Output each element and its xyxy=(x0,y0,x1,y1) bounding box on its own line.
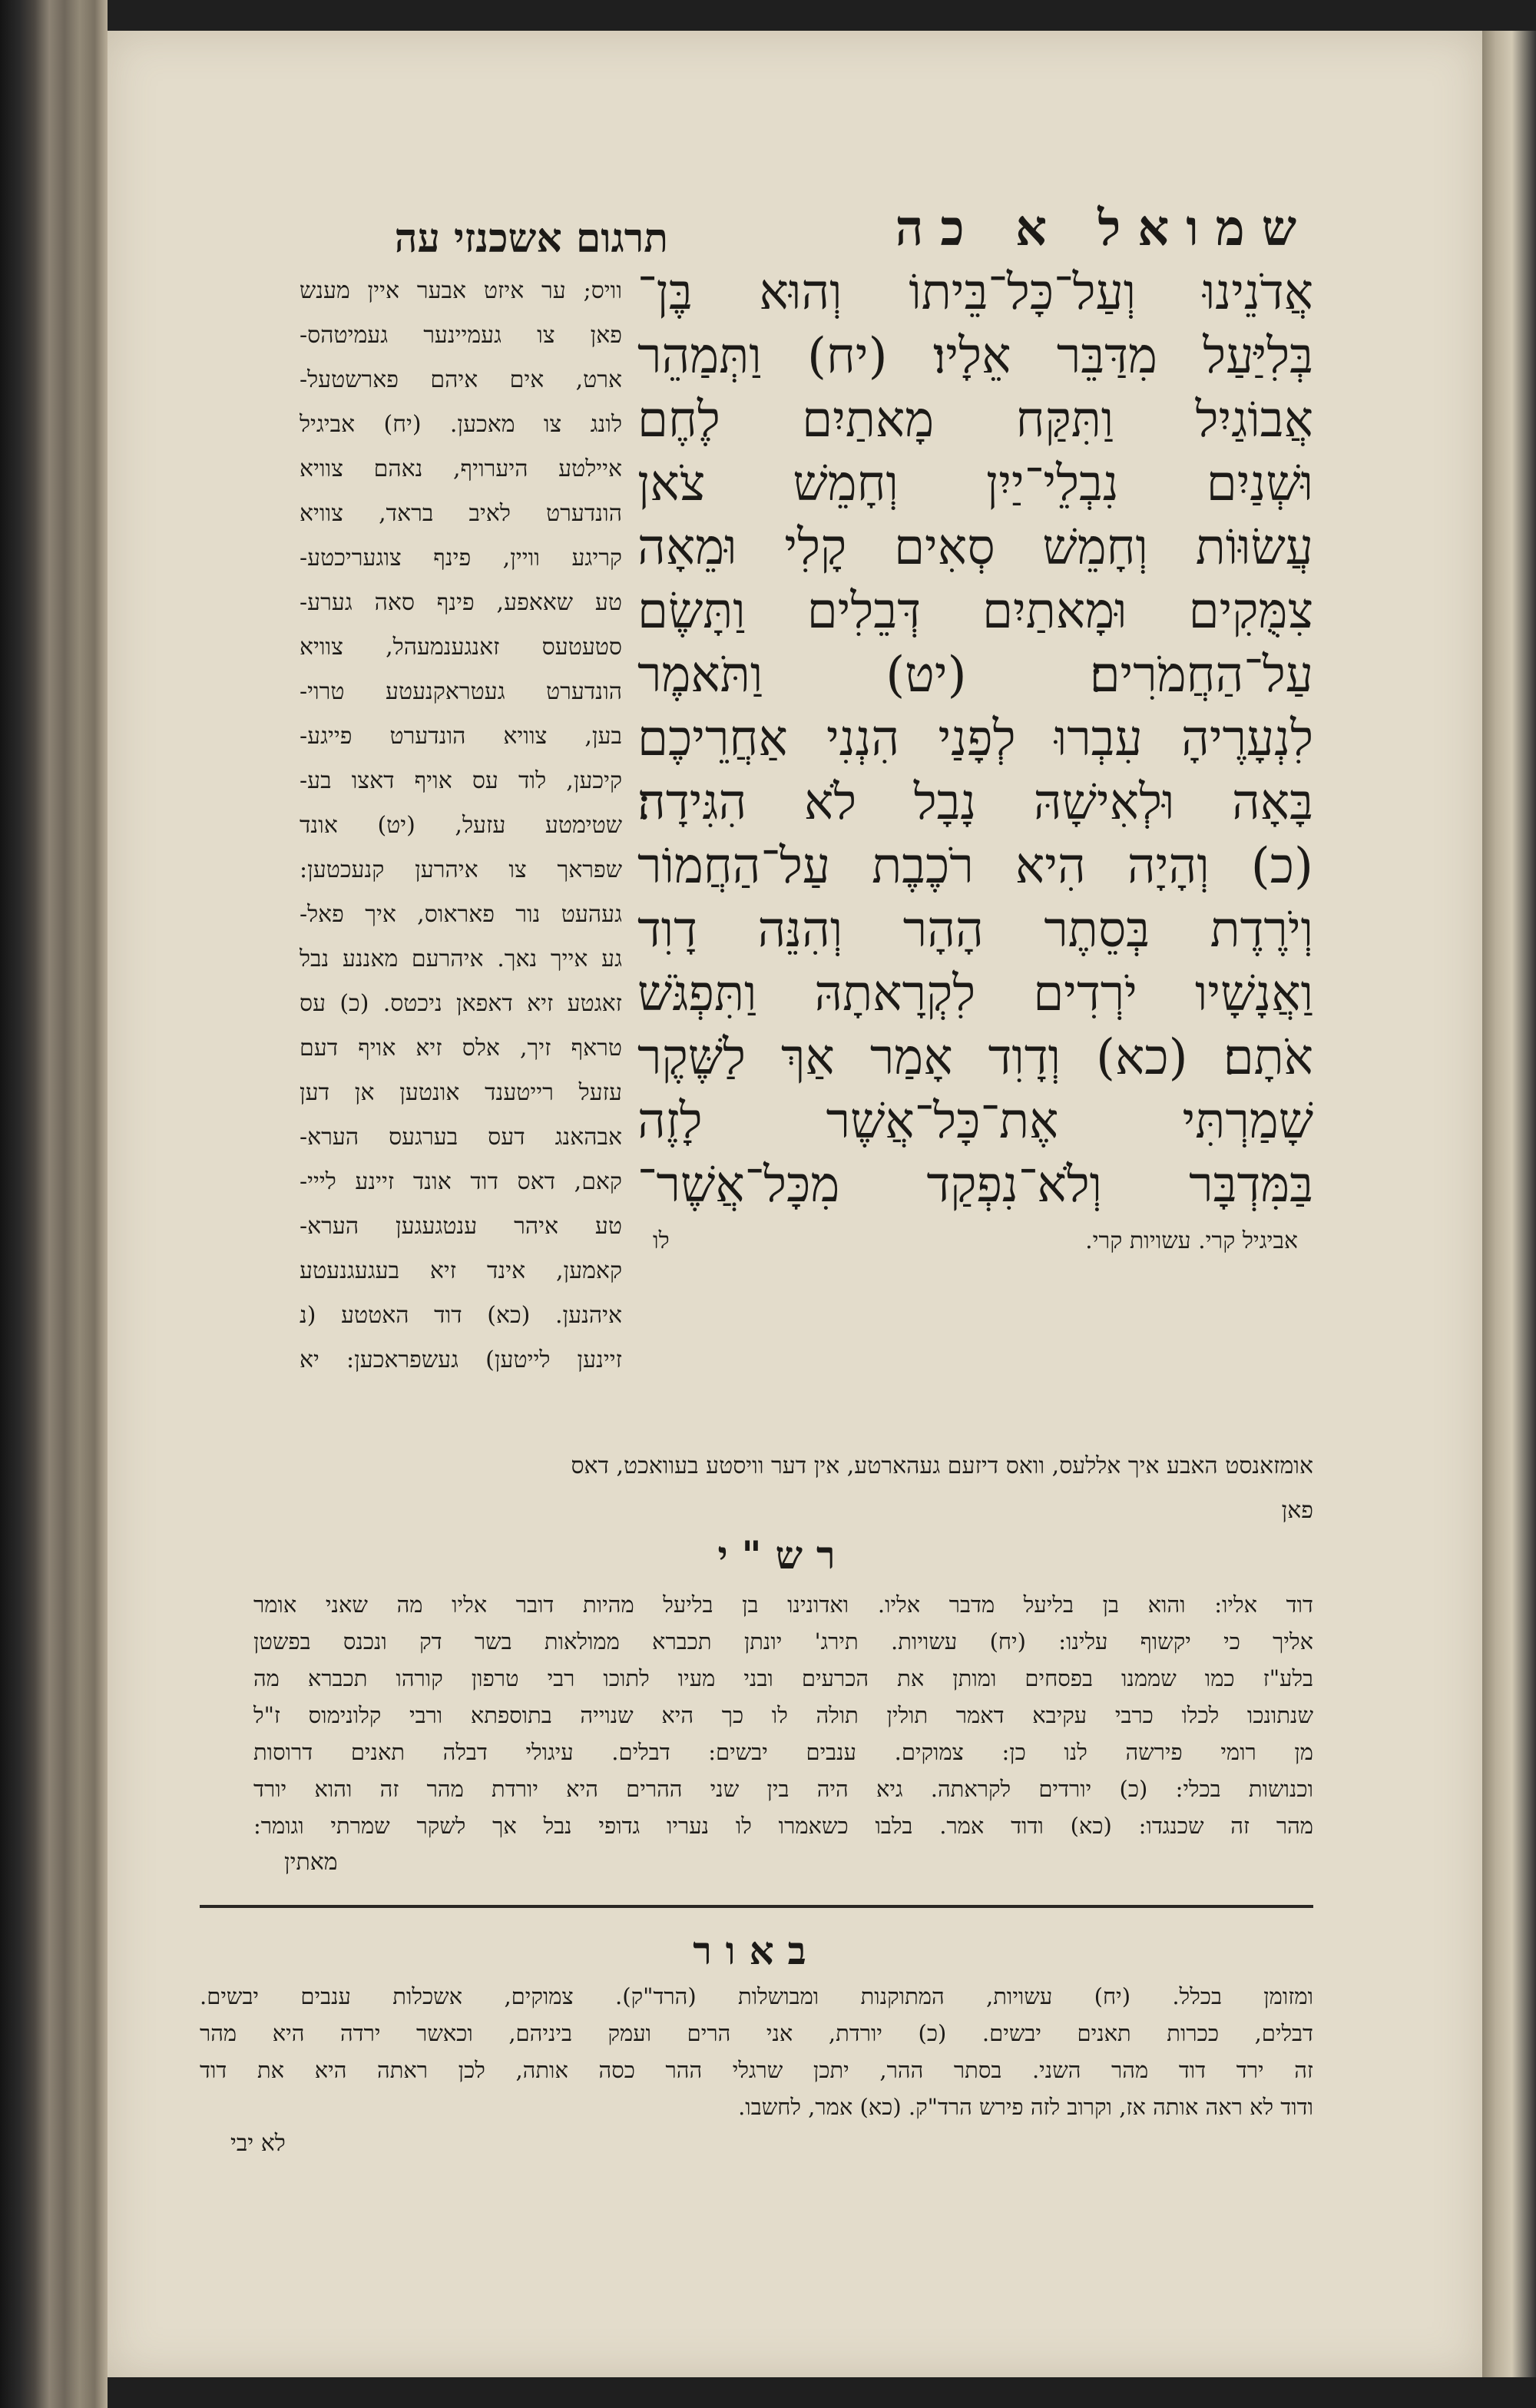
main-text-line: אֲבוֹגַיִל וַתִּקַּח מָאתַיִם לֶחֶם xyxy=(637,392,1313,449)
targum-line: איילטע היערויף, נאהם צוויא xyxy=(300,455,622,482)
targum-line: קאמען, אינד זיא בעגעגנעטע xyxy=(300,1257,622,1284)
main-text-line: צִמֻּקִים וּמָאתַיִם דְּבֵלִים וַתָּשֶׂם xyxy=(637,583,1313,640)
targum-line: טע שאאפע, פינף סאה גערע- xyxy=(300,589,622,616)
main-text-line: עַל־הַחֲמֹרִים׃ (יט) וַתֹּאמֶר xyxy=(637,647,1313,704)
targum-line: זיינען לייטען) געשפראכען: יא xyxy=(300,1346,622,1373)
targum-line: הונדערט געטראקנעטע טרוי- xyxy=(300,678,622,705)
targum-line: פאן צו געמיינער געמיטהס- xyxy=(300,322,622,349)
book-page-edge xyxy=(0,0,108,2408)
main-text-line: אֹתָם׃ (כא) וְדָוִד אָמַר אַךְ לַשֶּׁקֶר xyxy=(637,1029,1313,1086)
targum-line: טע איהר ענטגעגען הערא- xyxy=(300,1213,622,1240)
kri-note xyxy=(637,1222,1313,1260)
targum-line: הונדערט לאיב בראד, צוויא xyxy=(300,500,622,527)
targum-column xyxy=(300,269,622,1383)
targum-line: טראף זיך, אלס זיא אויף דעם xyxy=(300,1035,622,1062)
targum-line: בען, צוויא הונדערט פייגע- xyxy=(300,723,622,750)
main-text-line: לִנְעָרֶיהָ עִבְרוּ לְפָנַי הִנְנִי אַחֲרֵיכֶם xyxy=(637,710,1313,767)
main-text-line: וַאֲנָשָׁיו יֹרְדִים לִקְרָאתָהּ וַתִּפְגֹּשׁ xyxy=(637,966,1313,1022)
running-head-book: שמואל א כה xyxy=(895,200,1313,257)
rashi-line: אליך כי יקשוף עלינו: (יח) עשויות. תירג' יונתן תכברא ממולאות בשר דק ונכנס בפשטן xyxy=(253,1628,1313,1654)
rashi-line: בלע"ז כמו שממנו בפסחים ומותן את הכרעים ובני מעיו לתוכו רבי טרפון קורהו תכברא מה xyxy=(253,1665,1313,1691)
main-text-line: בְּלִיַּעַל מִדַּבֵּר אֵלָיו׃ (יח) וַתְּמַהֵר xyxy=(637,328,1313,385)
rashi-heading: רש"י xyxy=(717,1532,849,1578)
targum-line: קאם, דאס דוד אונד זיינע לייי- xyxy=(300,1168,622,1195)
biur-line: ומזומן בכלל. (יח) עשויות, המתוקנות ומבושלות (הרד"ק). צמוקים, אשכלות ענבים יבשים. xyxy=(200,1983,1313,2009)
targum-line: גע אייך נאך. איהרעם מאננע נבל xyxy=(300,946,622,972)
running-head-targum: תרגום אשכנזי עה xyxy=(394,215,668,262)
targum-line: וויס; ער איזט אבער איין מענש xyxy=(300,277,622,304)
rashi-line: מהר זה שכנגדו: (כא) ודוד אמר. בלבו כשאמרו לו נעריו גדופי נבל אך לשקר שמרתי וגומר: xyxy=(253,1813,1313,1839)
targum-line: זאגטע זיא דאפאן ניכטס. (כ) עס xyxy=(300,990,622,1017)
rashi-line: מן רומי פירשה לנו כן: צמוקים. ענבים יבשים: דבלים. עיגולי דבלה תאנים דרוסות xyxy=(253,1739,1313,1765)
book-page xyxy=(108,31,1482,2377)
biur-heading: באור xyxy=(693,1928,820,1973)
main-text-line: וְיֹרֶדֶת בְּסֵתֶר הָהָר וְהִנֵּה דָוִד xyxy=(637,902,1313,959)
targum-wide-line: פאן xyxy=(1281,1497,1313,1524)
rashi-line: שנתונכו לכלו כרבי עקיבא דאמר תולין תולה לו כך היא שנוייה בתוספתא ורבי קלונימוס ז"ל xyxy=(253,1702,1313,1728)
main-text-line: וּשְׁנַיִם נִבְלֵי־יַיִן וְחָמֵשׁ צֹאן xyxy=(637,455,1313,512)
rashi-commentary xyxy=(253,1586,1313,1881)
biur-line: דבלים, ככרות תאנים יבשים. (כ) יורדת, אני הרים ועמק ביניהם, וכאשר ירדה היא מהר xyxy=(200,2020,1313,2046)
kri-note-text: אביגיל קרי. עשויות קרי. xyxy=(1085,1227,1298,1254)
main-text-line: אֲדֹנֵינוּ וְעַל־כָּל־בֵּיתוֹ וְהוּא בֶּן־ xyxy=(637,264,1313,321)
biur-line: זה ירד דוד מהר השני. בסתר ההר, יתכן שרגלי ההר כסה אותה, לכן ראתה היא את דוד xyxy=(200,2057,1313,2083)
targum-line: קריגע וויין, פינף צוגעריכטע- xyxy=(300,545,622,571)
next-page-edge xyxy=(1482,31,1536,2377)
section-divider xyxy=(200,1905,1313,1908)
main-text-line: (כ) וְהָיָה הִיא רֹכֶבֶת עַל־הַחֲמוֹר xyxy=(637,838,1313,895)
rashi-line: דוד אליו: והוא בן בליעל מדבר אליו. ואדונינו בן בליעל מהיות דובר אליו מה שאני אומר xyxy=(253,1592,1313,1618)
targum-wide-line: אומזאנסט האבע איך אללעס, וואס דיזעם געהארטע, אין דער וויסטע בעוואכט, דאס xyxy=(571,1452,1313,1479)
main-text-line: בַּמִּדְבָּר וְלֹא־נִפְקַד מִכָּל־אֲשֶׁר־ xyxy=(637,1157,1313,1214)
rashi-catchword: מאתין xyxy=(284,1849,338,1876)
targum-line: איהנען. (כא) דוד האטטע (נ xyxy=(300,1302,622,1329)
biur-catchword: לא יבי xyxy=(230,2130,286,2157)
biur-commentary xyxy=(200,1978,1313,2162)
main-text-line: בָּאָה וּלְאִישָׁהּ נָבָל לֹא הִגִּידָה׃ xyxy=(637,774,1313,831)
targum-line: שפראך צו איהרען קנעכטען: xyxy=(300,856,622,883)
targum-line: שטימטע עזעל, (יט) אונד xyxy=(300,812,622,839)
targum-line: ארט, אים איהם פארשטעל- xyxy=(300,366,622,393)
targum-line: אבהאנג דעס בערגעס הערא- xyxy=(300,1124,622,1151)
main-text-line: שָׁמַרְתִּי אֶת־כָּל־אֲשֶׁר לָזֶה xyxy=(637,1093,1313,1150)
targum-line: עזעל רייטענד אונטען אן דען xyxy=(300,1079,622,1106)
main-text-line: עֲשׂוּוֹת וְחָמֵשׁ סְאִים קָלִי וּמֵאָה xyxy=(637,519,1313,576)
kri-note-catchword: לו xyxy=(653,1227,670,1254)
rashi-line: וכנושות בכלי: (כ) יורדים לקראתה. גיא היה בין שני ההרים היא יורדת מהר זה והוא יורד xyxy=(253,1776,1313,1802)
targum-line: סטעטעס זאנגענמעהל, צוויא xyxy=(300,634,622,661)
targum-continuation xyxy=(253,1444,1313,1533)
targum-line: קיכען, לוד עס אויף דאצו בע- xyxy=(300,767,622,794)
biur-line: ודוד לא ראה אותה אז, וקרוב לזה פירש הרד"ק. (כא) אמר, לחשבו. xyxy=(738,2094,1313,2120)
targum-line: לונג צו מאכען. (יח) אביגיל xyxy=(300,411,622,438)
main-hebrew-text xyxy=(637,261,1313,1260)
targum-line: געהעט נור פאראוס, איך פאל- xyxy=(300,901,622,928)
